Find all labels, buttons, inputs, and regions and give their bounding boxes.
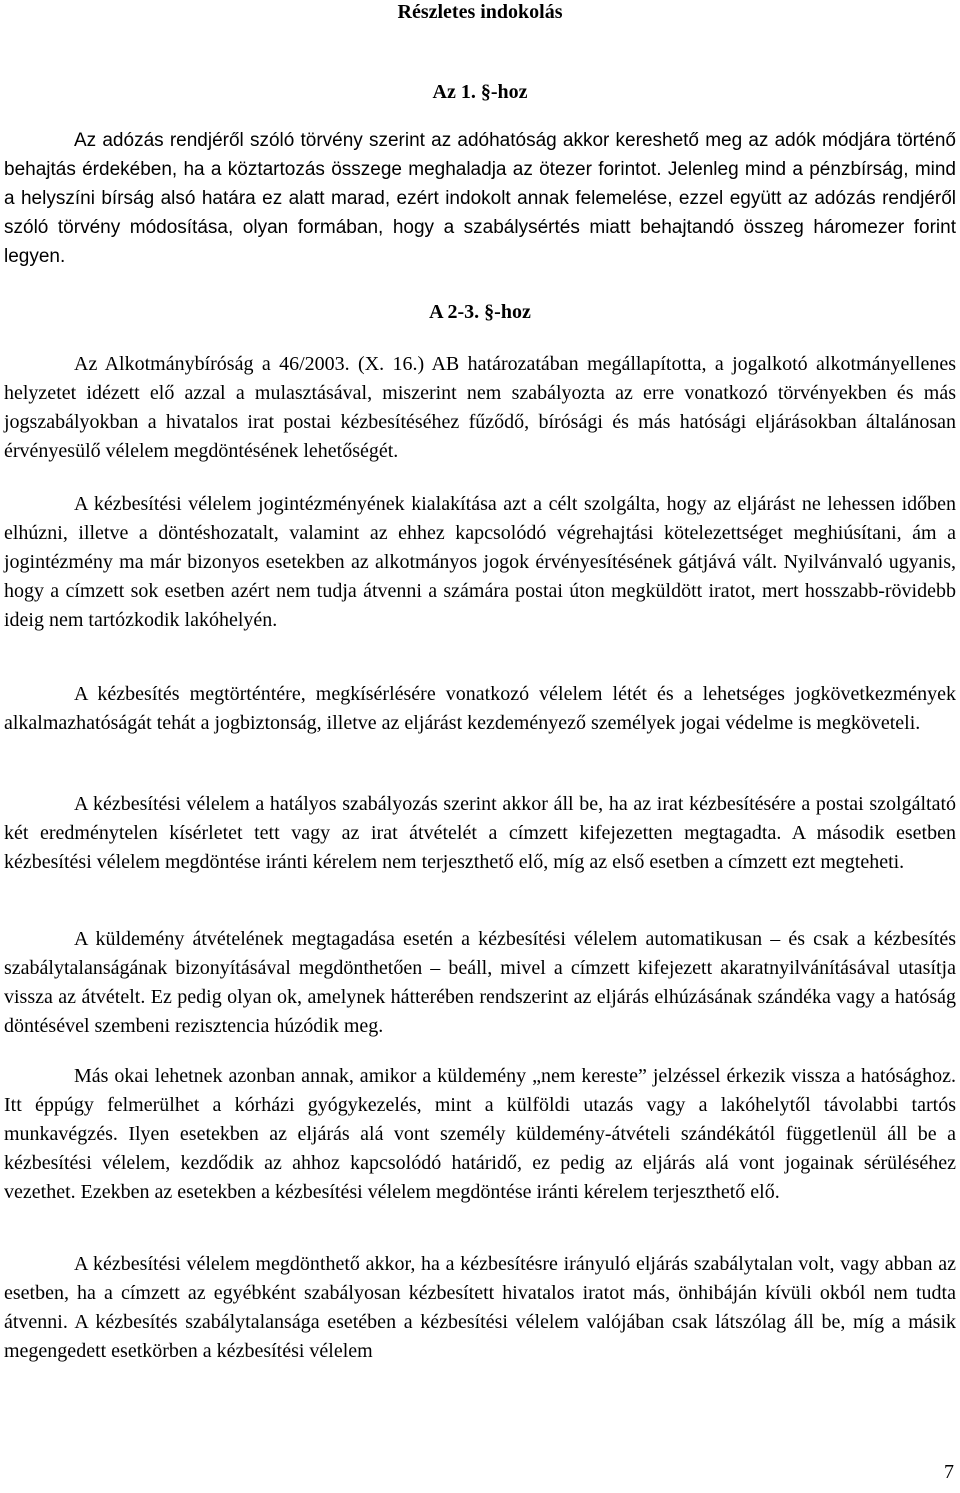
page-number: 7	[944, 1461, 954, 1483]
section-2-paragraph-5: A küldemény átvételének megtagadása esetén a kézbesítési vélelem automatikusan – és csak a kézbesítés szabálytalanságának bizonyításával megdönthetően – beáll, mivel a címzett kifejezett akaratnyilvánításával utasítja vissza az átvételt. Ez pedig olyan ok, amelynek hátterében rendszerint az eljárás elhúzásának szándéka vagy a hatóság döntésével szembeni rezisztencia húzódik meg.	[4, 928, 956, 1037]
section-title-1: Az 1. §-hoz	[432, 81, 528, 103]
section-2-paragraph-4: A kézbesítési vélelem a hatályos szabályozás szerint akkor áll be, ha az irat kézbesítésére a postai szolgáltató két eredménytelen kísérletet tett vagy az irat átvételét a címzett kifejezetten megtagadta. A második esetben kézbesítési vélelem megdöntése iránti kérelem nem terjeszthető elő, míg az első esetben a címzett ezt megteheti.	[4, 793, 956, 873]
section-2-paragraph-7: A kézbesítési vélelem megdönthető akkor, ha a kézbesítésre irányuló eljárás szabálytalan volt, vagy abban az esetben, ha a címzett az egyébként szabályosan kézbesített hivatalos iratot más, önhibáján kívüli okból nem tudta átvenni. A kézbesítés szabálytalansága esetében a kézbesítési vélelem valójában csak látszólag áll be, míg a másik megengedett esetkörben a kézbesítési vélelem	[4, 1253, 956, 1362]
section-title-2: A 2-3. §-hoz	[429, 301, 531, 323]
document-heading: Részletes indokolás	[397, 1, 563, 23]
section-2-paragraph-1: Az Alkotmánybíróság a 46/2003. (X. 16.) AB határozatában megállapította, a jogalkotó alkotmányellenes helyzetet idézett elő azzal a mulasztásával, miszerint nem szabályozta az erre vonatkozó törvényekben és más jogszabályokban a hivatalos irat postai kézbesítéséhez fűződő, bírósági és más hatósági eljárásokban általánosan érvényesülő vélelem megdöntésének lehetőségét.	[4, 353, 956, 462]
section-2-paragraph-6: Más okai lehetnek azonban annak, amikor a küldemény „nem kereste” jelzéssel érkezik vissza a hatósághoz. Itt éppúgy felmerülhet a kórházi gyógykezelés, mint a külföldi utazás vagy a lakóhelytől távolabbi tartós munkavégzés. Ilyen esetekben az eljárás alá vont személy küldemény-átvételi szándékától függetlenül áll be a kézbesítési vélelem, kezdődik az ahhoz kapcsolódó határidő, ez pedig az eljárás alá vont jogainak sérüléséhez vezethet. Ezekben az esetekben a kézbesítési vélelem megdöntése iránti kérelem terjeszthető elő.	[4, 1065, 956, 1203]
section-2-paragraph-3: A kézbesítés megtörténtére, megkísérlésére vonatkozó vélelem létét és a lehetséges jogkövetkezmények alkalmazhatóságát tehát a jogbiztonság, illetve az eljárást kezdeményező személyek jogai védelme is megköveteli.	[4, 683, 956, 734]
section-1-paragraph: Az adózás rendjéről szóló törvény szerint az adóhatóság akkor kereshető meg az adók módjára történő behajtás érdekében, ha a köztartozás összege meghaladja az ötezer forintot. Jelenleg mind a pénzbírság, mind a helyszíni bírság alsó határa ez alatt marad, ezért indokolt annak felemelése, ezzel együtt az adózás rendjéről szóló törvény módosítása, olyan formában, hogy a szabálysértés miatt behajtandó összeg háromezer forint legyen.	[4, 130, 956, 267]
section-2-paragraph-2: A kézbesítési vélelem jogintézményének kialakítása azt a célt szolgálta, hogy az eljárást ne lehessen időben elhúzni, illetve a döntéshozatalt, valamint az ehhez kapcsolódó végrehajtási kötelezettséget meghiúsítani, ám a jogintézmény ma már bizonyos esetekben az alkotmányos jogok érvényesítésének gátjává vált. Nyilvánvaló ugyanis, hogy a címzett sok esetben azért nem tudja átvenni a számára postai úton megküldött iratot, mert hosszabb-rövidebb ideig nem tartózkodik lakóhelyén.	[4, 493, 956, 631]
